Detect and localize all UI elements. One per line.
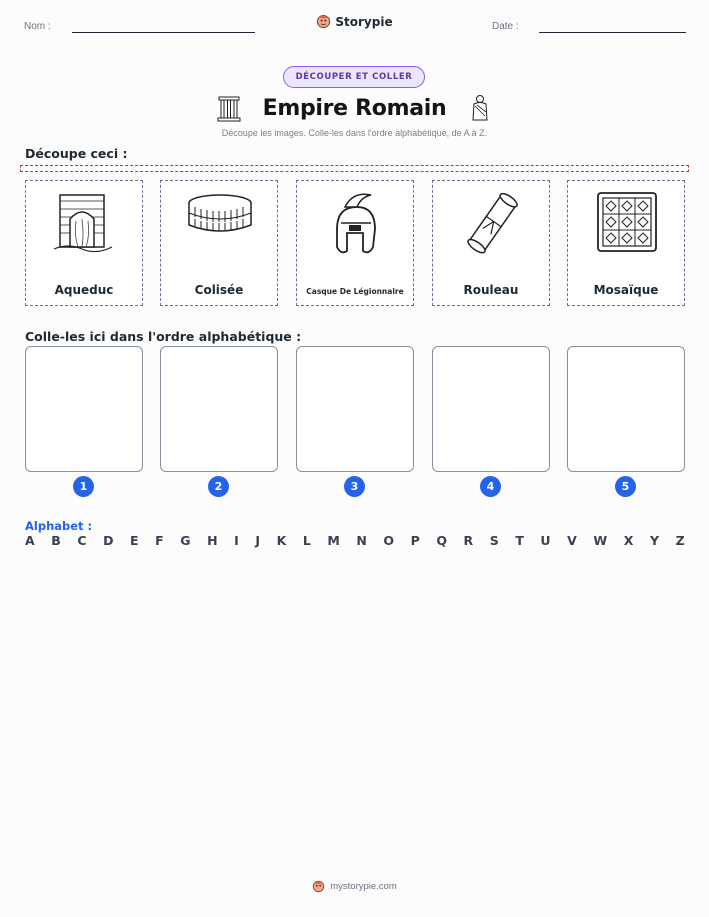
paste-slot-5[interactable] <box>567 346 685 472</box>
alphabet-row <box>25 533 685 548</box>
alphabet-letter: F <box>155 533 164 548</box>
scroll-icon <box>459 189 525 259</box>
cut-card-mosaique[interactable] <box>567 180 685 306</box>
colosseum-icon <box>187 189 253 255</box>
alphabet-letter: X <box>623 533 634 548</box>
date-line[interactable] <box>539 32 686 33</box>
alphabet-letter: N <box>356 533 367 548</box>
name-label: Nom : <box>24 21 51 32</box>
card-label: Colisée <box>194 283 244 297</box>
alphabet-letter: U <box>540 533 551 548</box>
alphabet-letter: S <box>489 533 499 548</box>
roman-toga-icon <box>468 94 492 122</box>
cut-card-aqueduc[interactable] <box>25 180 143 306</box>
cut-card-colisee[interactable] <box>160 180 278 306</box>
card-label: Aqueduc <box>54 283 114 297</box>
alphabet-letter: M <box>327 533 340 548</box>
aqueduct-icon <box>52 189 118 255</box>
cut-card-rouleau[interactable] <box>432 180 550 306</box>
title-row <box>0 88 709 128</box>
brand-logo <box>0 14 709 29</box>
storypie-mascot-icon <box>316 14 331 29</box>
paste-slot-3[interactable] <box>296 346 414 472</box>
card-label: Rouleau <box>463 283 519 297</box>
roman-ruins-icon <box>217 94 241 122</box>
brand-name: Storypie <box>335 14 393 29</box>
alphabet-letter: H <box>207 533 218 548</box>
alphabet-letter: W <box>593 533 608 548</box>
paste-slot-4[interactable] <box>432 346 550 472</box>
cut-section-title: Découpe ceci : <box>25 146 128 161</box>
paste-slot-1[interactable] <box>25 346 143 472</box>
alphabet-letter: Q <box>436 533 447 548</box>
paste-slot-2[interactable] <box>160 346 278 472</box>
cut-card-casque[interactable] <box>296 180 414 306</box>
page-title: Empire Romain <box>262 95 447 121</box>
alphabet-letter: Y <box>649 533 659 548</box>
legionnaire-helmet-icon <box>323 189 389 259</box>
storypie-mascot-icon <box>312 880 325 893</box>
alphabet-letter: P <box>410 533 420 548</box>
activity-tag: DÉCOUPER ET COLLER <box>283 66 425 88</box>
alphabet-letter: B <box>51 533 61 548</box>
footer <box>0 880 709 893</box>
alphabet-letter: L <box>302 533 311 548</box>
slot-number-3: 3 <box>344 476 365 497</box>
paste-section-title: Colle-les ici dans l'ordre alphabétique : <box>25 329 302 344</box>
alphabet-letter: K <box>276 533 287 548</box>
alphabet-letter: I <box>234 533 239 548</box>
cut-line <box>20 165 689 172</box>
instructions: Découpe les images. Colle-les dans l'ordre alphabétique, de A à Z. <box>221 128 488 138</box>
alphabet-letter: D <box>103 533 114 548</box>
slot-number-4: 4 <box>480 476 501 497</box>
mosaic-icon <box>594 189 660 255</box>
alphabet-letter: V <box>567 533 577 548</box>
alphabet-letter: R <box>463 533 474 548</box>
date-label: Date : <box>492 21 519 32</box>
card-label: Mosaïque <box>593 283 659 297</box>
alphabet-letter: T <box>515 533 524 548</box>
card-label: Casque De Légionnaire <box>306 287 404 296</box>
alphabet-letter: A <box>25 533 35 548</box>
alphabet-letter: Z <box>675 533 685 548</box>
alphabet-letter: G <box>180 533 191 548</box>
alphabet-letter: J <box>255 533 260 548</box>
alphabet-letter: C <box>77 533 87 548</box>
slot-number-2: 2 <box>208 476 229 497</box>
slot-number-1: 1 <box>73 476 94 497</box>
footer-site[interactable]: mystorypie.com <box>330 881 397 892</box>
alphabet-letter: O <box>383 533 395 548</box>
alphabet-title: Alphabet : <box>25 519 93 533</box>
alphabet-letter: E <box>130 533 139 548</box>
name-line[interactable] <box>72 32 255 33</box>
slot-number-5: 5 <box>615 476 636 497</box>
